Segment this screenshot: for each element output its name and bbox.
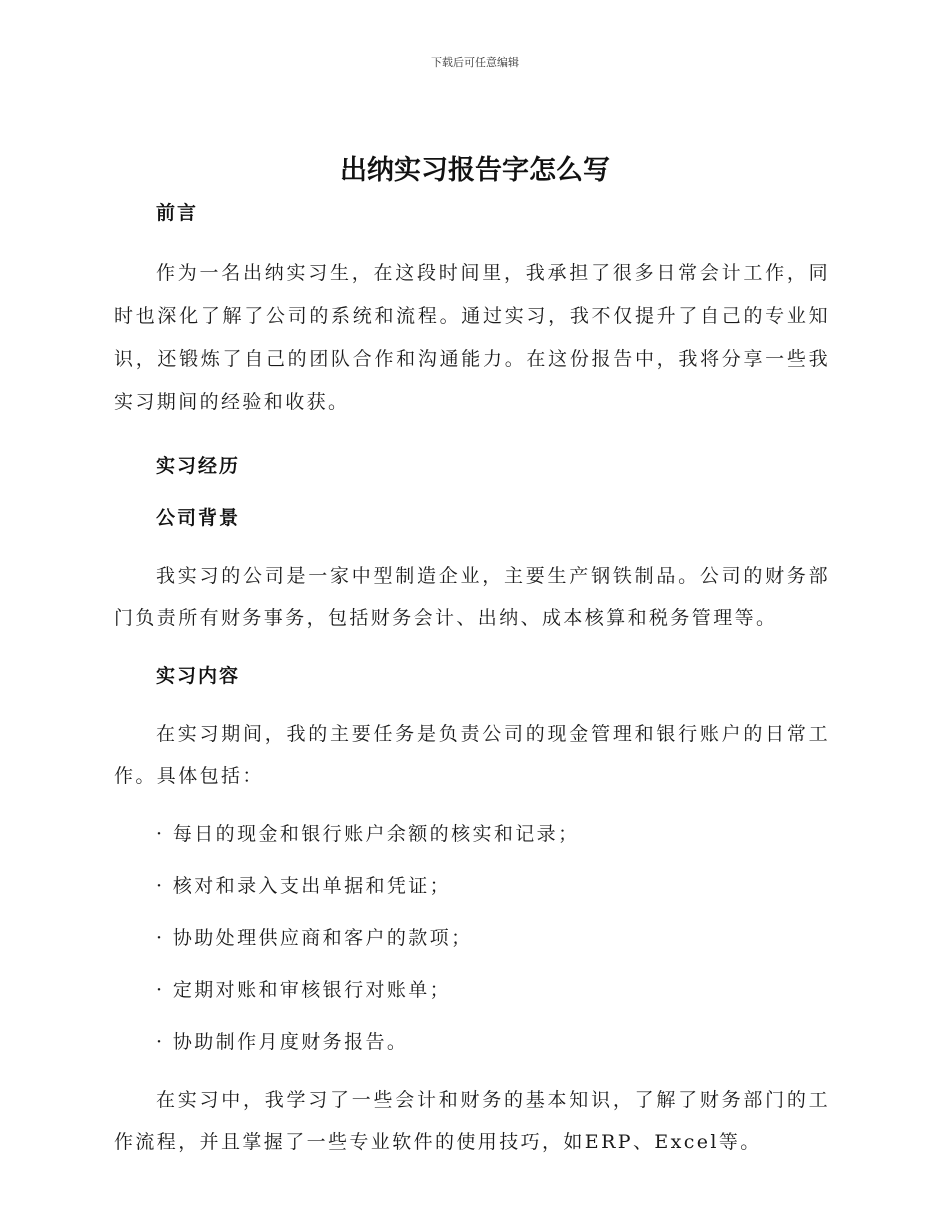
task-list-item: · 每日的现金和银行账户余额的核实和记录；: [156, 823, 580, 845]
internship-content-intro: 在实习期间，我的主要任务是负责公司的现金管理和银行账户的日常工作。具体包括：: [114, 723, 830, 787]
preface-heading: 前言: [156, 202, 199, 224]
task-list-item: · 协助制作月度财务报告。: [156, 1031, 409, 1053]
preface-paragraph: 作为一名出纳实习生，在这段时间里，我承担了很多日常会计工作，同时也深化了解了公司的系统和流程。通过实习，我不仅提升了自己的专业知识，还锻炼了自己的团队合作和沟通能力。在这份报告中，我将分享一些我实习期间的经验和收获。: [114, 262, 830, 413]
header-note: 下载后可任意编辑: [431, 56, 519, 69]
learning-paragraph: 在实习中，我学习了一些会计和财务的基本知识，了解了财务部门的工作流程，并且掌握了一些专业软件的使用技巧，如ERP、Excel等。: [114, 1089, 830, 1153]
document-title: 出纳实习报告字怎么写: [340, 155, 610, 186]
company-background-heading: 公司背景: [156, 507, 241, 529]
document-body: [114, 196, 830, 1163]
company-background-paragraph: 我实习的公司是一家中型制造企业，主要生产钢铁制品。公司的财务部门负责所有财务事务，包括财务会计、出纳、成本核算和税务管理等。: [114, 565, 830, 629]
task-list-item: · 协助处理供应商和客户的款项；: [156, 927, 473, 949]
task-list-item: · 核对和录入支出单据和凭证；: [156, 875, 452, 897]
task-list-item: · 定期对账和审核银行对账单；: [156, 979, 452, 1001]
internship-content-heading: 实习内容: [156, 665, 241, 687]
experience-heading: 实习经历: [156, 455, 241, 477]
